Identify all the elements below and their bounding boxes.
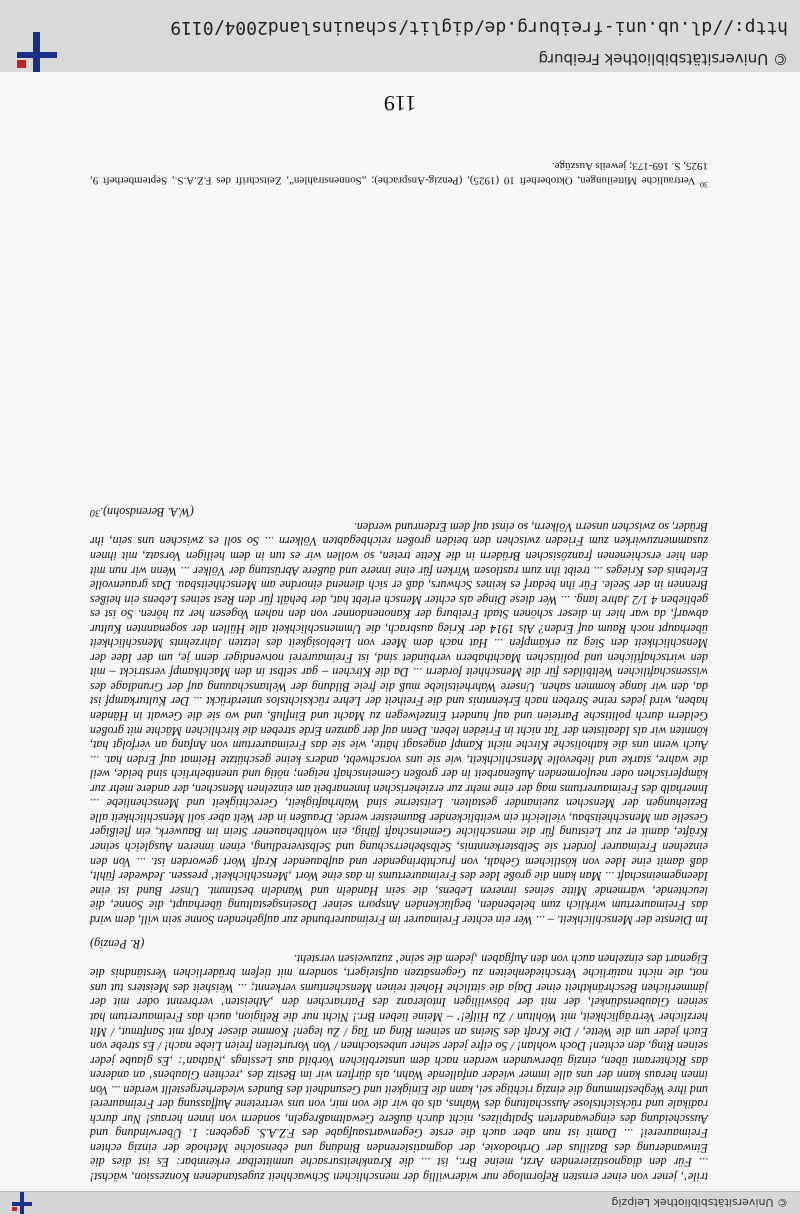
- footnote: [90, 159, 708, 191]
- signature-berendsohn: (W.A. Berendsohn).: [100, 505, 194, 520]
- top-credit-text: © Universitätsbibliothek Leipzig: [611, 1196, 788, 1210]
- paragraph-berendsohn: Im Dienste der Menschlichkeit. – ... Wer ein echter Freimaurer im Freimaurerbunde zur aufgehenden Sonne sein will, dem wird das Freimaurertum wirklich zum belebenden, beglückenden Ansporn seiner Daseinsgestaltung überhaupt, die Sonne, die leuchtende, wärmende Mitte seines inneren Lebens, die sein Handeln und Wandeln bestimmt. Unser Bund ist eine Ideengemeinschaft ... Man kann die große Idee des Freimaurertums in das eine Wort ‚Menschlichkeit‘ pressen. Jedweder fühlt, daß damit eine Idee von köstlichem Gehalt, von fruchtbringender und aufbauender Kraft Wort geworden ist. ... Von den einzelnen Freimaurer fordert sie Selbsterkenntnis, Selbsbeherrschung und Selbstveredlung, einen inneren Ausgleich seiner Kräfte, damit er zur Leistung für die menschliche Gemeinschaft fähig, ein wohlbehauener Stein im Bauwerk, ein fleißiger Geselle am Menschheitsbau, vielleicht ein weitblickender Baumeister werde. Draußen in der Welt aber soll Menschlichkeit alle Beziehungen der Menschen zueinander gestalten. Leitsterne sind Wahrhaftigkeit, Gerechtigkeit und Menschenliebe ... Innerhalb des Freimaurertums mag der eine mehr zur erzieherischen Innenarbeit am einzelnen Menschen, der andere mehr zur kämpferischen oder neuformenden Außenarbeit in der großen Gemeinschaft neigen; nötig und unentbehrlich sind beide, weil die wahre, starke und liebevolle Menschlichkeit, wie sie uns vorschwebt, anders keine geschützte Heimat auf Erden hat. ... Auch wenn uns die katholische Kirche nicht Kampf angesagt hätte, wie sie das Freimaurertum von Anfang an verfolgt hat, könnten wir als Idealisten der Tat nicht in Frieden leben. Denn auf der ganzen Erde streben die kirchlichen Mächte mit großen Geldern durch politische Parteien und auf hundert Einzelwegen zu Macht und Einfluß, und wo sie die Gewalt in Händen haben, wird jedes reine Streben nach Erkenntnis und die Freiheit der Lehre rücksichtslos unterdrückt ... Der Kulturkampf ist da, den wir lange kommen sahen. Unsere Wahrheitsliebe muß die freie Bildung der Weltanschauung auf der Grundlage des wissenschaftlichen Weltbildes für die Menschheit fordern ... Da die Kirchen – gar selbst in den Machtkampf verstrickt – mit den wirtschaftlichen und politischen Machthabern verbündet sind, ist Freimaurerei notwendiger denn je, um der Idee der Menschlichkeit den Sieg zu erkämpfen ... Hat nach dem Meer von Lieblosigkeit des letzten Jahrzehnts Menschlichkeit überhaupt noch Raum auf Erden? Als 1914 der Krieg ausbrach, die Ummenschlichkeit alle Hüllen der sogenannten Kultur abwarf, da war hier in dieser schönen Stadt Freiburg der Kanonendonner von den nahen Vogesen her zu hören. So ist es geblieben 4 1/2 Jahre lang. ... Wer diese Dinge als echter Mensch erlebt hat, der behält für den Rest seines Lebens ein heißes Brennen in der Seele. Für ihn bedarf es keines Schwurs, daß er sich dienend einordne am Menschheitsbau. Das grauenvolle Erlebnis des Krieges ... treibt ihn zum rastlosen Wirken für eine innere und äußere Abrüstung der Völker ... Wenn wir nun mit den hier erschienenen französischen Brüdern in die Kette treten, so wollen wir es tun in dem heiligen Vorsatz, mit ihnen zusammenzuwirken zum Frieden zwischen den beiden großen reichbegabten Völkern ... So soll es zwischen uns sein, ihr Brüder, so zwischen unsern Völkern, so einst auf dem Erdenrund werden.: [90, 519, 708, 927]
- library-logo-icon: [12, 32, 60, 72]
- library-logo-small-icon: [10, 1192, 34, 1214]
- signature-penzig: (R. Penzig): [90, 937, 145, 952]
- document-url-link[interactable]: http://dl.ub.uni-freiburg.de/diglit/schauinsland2004/0119: [170, 17, 788, 38]
- bottom-credit-text: © Universitätsbibliothek Freiburg: [538, 50, 788, 68]
- bottom-url-bar: [0, 0, 800, 72]
- footnote-text: Vertrauliche Mitteilungen, Oktoberheft 10 (1925), (Penzig-Ansprache); „Sonnenstrahlen“, Zeitschrift des F.Z.A.S., Septemberheft 9, 1925, S. 169-173; jeweils Auszüge.: [90, 160, 708, 187]
- footnote-ref: 30: [90, 507, 101, 519]
- signature-berendsohn-row: [90, 505, 708, 520]
- page-body: [90, 505, 708, 1184]
- paragraph-penzig: trile‘, jener von einer ernsten Reformloge nur widerwillig der menschlichen Schwachheit zugestandenen Konzession, wächst! ... Für den diagnostizierenden Arzt, meine Brr., ist ... die Krankheitsursache unmittelbar erkennbar: Es ist dies die Einwanderung des Bazillus der Orthodoxie, der dogmatisierenden Bindung und ebensolche Methode der einzig echten Freimaurerei! ... Damit ist nun aber auch die erste Gegenwartsaufgabe des F.Z.A.S. gegeben: 1. Überwindung und Ausscheidung des eingewanderten Spaltpilzes, nicht durch äußere Gewaltmaßregeln, sondern von innen heraus! Nur durch radikale und rücksichtslose Ausschaltung des Wahns, als ob wir die von mir, von uns vertretene Auffassung der Freimaurerei und ihre Wegbestimmung die einzig richtige sei, kann die Einigkeit und Gesundheit des Bundes wiederhergestellt werden ... Von innen heraus kann der uns alle immer wieder anfallende Wahn, als dürften wir im Besitz des ‚rechten Glaubens‘ an anderen das Richteramt üben, einzig überwunden werden nach dem unsterblichen Vorbild aus Lessings ‚Nathan‘: ‚Es glaube jeder seinen Ring, den echten! Doch wohlan! / So eifre jeder seiner unbestochnen / Von Vorurteilen freien Liebe nach! / Es strebe von Euch jeder um die Wette, / Die Kraft des Steins an seinem Ring an Tag / Zu legen! Komme dieser Kraft mit Sanftmut, / Mit herzlicher Verträglichkeit, mit Wohltun / Zu Hilfe!‘ – Meine lieben Brr.! Nicht nur die Religion, auch das Freimaurertum hat seinen Glaubensdünkel, der mit der böswilligen Intoleranz des Patriarchen den ‚Atheisten‘ verbrennt oder mit der jämmerlichen Beschränktheit einer Daja die sittliche Hoheit reinen Menschentums verkennt; ... Weisheit des Meisters tut uns not, die nicht natürliche Verschiedenheiten zu Gegensätzen aufsteigert, sondern mit tiefem brüderlichen Verständnis die Eigenart des einzelnen auch von den Aufgaben ‚jedem die seine‘ zuzuweisen versteht.: [90, 951, 708, 1184]
- top-credit-bar: [0, 1191, 800, 1214]
- signature-penzig-row: [90, 937, 708, 952]
- page-number: 119: [383, 91, 417, 116]
- footnote-marker: 30: [700, 180, 708, 189]
